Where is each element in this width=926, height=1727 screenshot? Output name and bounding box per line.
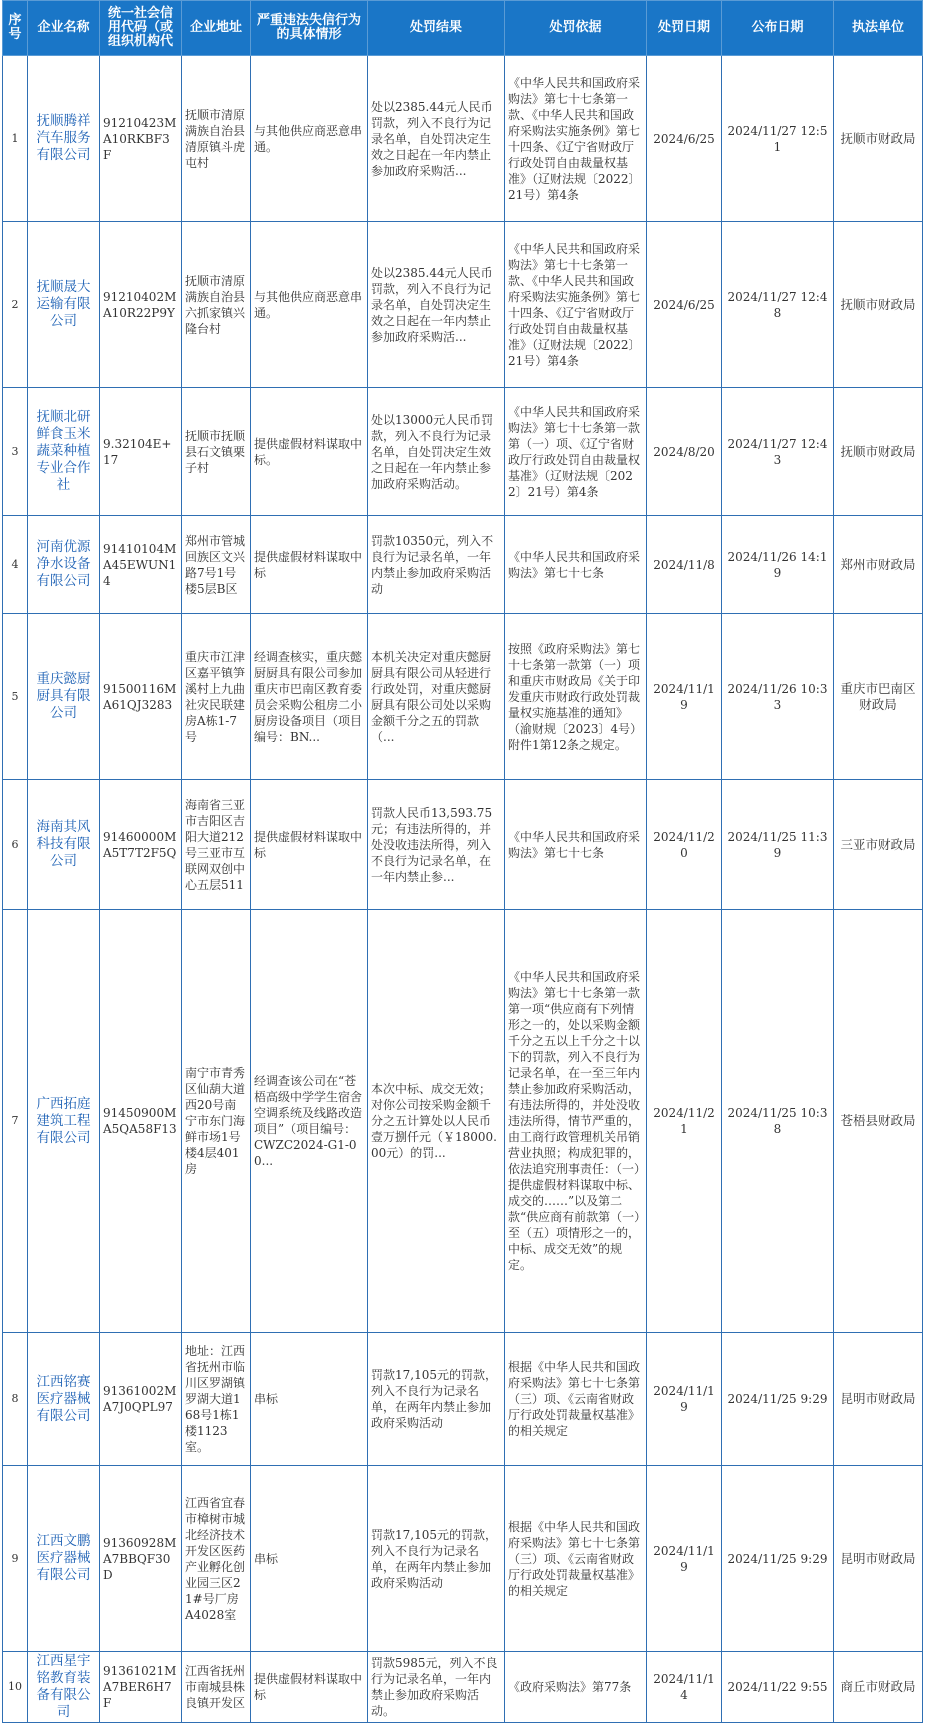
cell-result: 本次中标、成交无效；对你公司按采购金额千分之五计算处以人民币壹万捌仟元（￥18000.00元）的罚... — [368, 910, 505, 1333]
cell-penalty-date: 2024/11/20 — [647, 780, 722, 910]
cell-penalty-date: 2024/11/14 — [647, 1652, 722, 1723]
cell-situation: 提供虚假材料谋取中标 — [251, 780, 368, 910]
header-address: 企业地址 — [182, 1, 251, 56]
cell-result: 罚款5985元，列入不良行为记录名单，一年内禁止参加政府采购活动。 — [368, 1652, 505, 1723]
cell-credit-code: 91360928MA7BBQF30D — [100, 1466, 182, 1652]
cell-credit-code: 91450900MA5QA58F13 — [100, 910, 182, 1333]
cell-seq: 4 — [3, 516, 28, 614]
table-row — [3, 910, 923, 1333]
header-situation-line2: 的具体情形 — [276, 27, 342, 42]
cell-basis: 《中华人民共和国政府采购法》第七十七条第一款第一项“供应商有下列情形之一的，处以采购金额千分之五以上千分之十以下的罚款，列入不良行为记录名单，在一至三年内禁止参加政府采购活动，有违法所得的，并处没收违法所得，情节严重的，由工商行政管理机关吊销营业执照；构成犯罪的，依法追究刑事责任：（一）提供虚假材料谋取中标、成交的……”以及第二款“供应商有前款第（一）至（五）项情形之一的，中标、成交无效”的规定。 — [505, 910, 647, 1333]
cell-enforcement-unit: 昆明市财政局 — [834, 1466, 923, 1652]
cell-situation: 提供虚假材料谋取中标 — [251, 516, 368, 614]
cell-enforcement-unit: 郑州市财政局 — [834, 516, 923, 614]
cell-situation: 与其他供应商恶意串通。 — [251, 56, 368, 222]
header-name: 企业名称 — [28, 1, 100, 56]
cell-publish-date: 2024/11/27 12:43 — [722, 388, 834, 516]
header-code: 统一社会信用代码（或组织机构代 — [100, 1, 182, 56]
cell-basis: 《中华人民共和国政府采购法》第七十七条第一款第（一）项、《辽宁省财政厅行政处罚自由裁量权基准》（辽财法规〔2022〕21号）第4条 — [505, 388, 647, 516]
cell-company-name[interactable]: 江西文鹏医疗器械有限公司 — [28, 1466, 100, 1652]
cell-address: 抚顺市清原满族自治县清原镇斗虎屯村 — [182, 56, 251, 222]
cell-penalty-date: 2024/11/8 — [647, 516, 722, 614]
cell-company-name[interactable]: 河南优源净水设备有限公司 — [28, 516, 100, 614]
cell-company-name[interactable]: 重庆懿厨厨具有限公司 — [28, 614, 100, 780]
table-row — [3, 614, 923, 780]
cell-publish-date: 2024/11/27 12:51 — [722, 56, 834, 222]
cell-result: 处以13000元人民币罚款，列入不良行为记录名单，自处罚决定生效之日起在一年内禁止参加政府采购活动。 — [368, 388, 505, 516]
cell-basis: 按照《政府采购法》第七十七条第一款第（一）项和重庆市财政局《关于印发重庆市财政行政处罚裁量权实施基准的通知》（渝财规〔2023〕4号）附件1第12条之规定。 — [505, 614, 647, 780]
cell-address: 郑州市管城回族区文兴路7号1号楼5层B区 — [182, 516, 251, 614]
cell-seq: 10 — [3, 1652, 28, 1723]
cell-enforcement-unit: 抚顺市财政局 — [834, 388, 923, 516]
cell-penalty-date: 2024/11/21 — [647, 910, 722, 1333]
header-situation — [251, 1, 368, 56]
cell-enforcement-unit: 三亚市财政局 — [834, 780, 923, 910]
cell-basis: 《中华人民共和国政府采购法》第七十七条第一款、《中华人民共和国政府采购法实施条例》第七十四条、《辽宁省财政厅行政处罚自由裁量权基准》（辽财法规〔2022〕21号）第4条 — [505, 56, 647, 222]
cell-seq: 6 — [3, 780, 28, 910]
cell-situation: 提供虚假材料谋取中标 — [251, 1652, 368, 1723]
cell-enforcement-unit: 重庆市巴南区财政局 — [834, 614, 923, 780]
cell-result: 处以2385.44元人民币罚款，列入不良行为记录名单，自处罚决定生效之日起在一年内禁止参加政府采购活... — [368, 222, 505, 388]
cell-situation: 提供虚假材料谋取中标。 — [251, 388, 368, 516]
cell-seq: 1 — [3, 56, 28, 222]
cell-credit-code: 91361002MA7J0QPL97 — [100, 1333, 182, 1466]
cell-penalty-date: 2024/11/19 — [647, 614, 722, 780]
cell-enforcement-unit: 昆明市财政局 — [834, 1333, 923, 1466]
cell-address: 南宁市青秀区仙葫大道西20号南宁市东门海鲜市场1号楼4层401房 — [182, 910, 251, 1333]
cell-address: 抚顺市清原满族自治县六抓家镇兴隆台村 — [182, 222, 251, 388]
cell-basis: 《中华人民共和国政府采购法》第七十七条第一款、《中华人民共和国政府采购法实施条例》第七十四条、《辽宁省财政厅行政处罚自由裁量权基准》（辽财法规〔2022〕21号）第4条 — [505, 222, 647, 388]
table-header-row — [3, 1, 923, 56]
cell-publish-date: 2024/11/25 9:29 — [722, 1466, 834, 1652]
cell-enforcement-unit: 抚顺市财政局 — [834, 222, 923, 388]
table-row — [3, 1466, 923, 1652]
cell-penalty-date: 2024/11/19 — [647, 1333, 722, 1466]
cell-company-name[interactable]: 江西星宇铭教育装备有限公司 — [28, 1652, 100, 1723]
cell-enforcement-unit: 苍梧县财政局 — [834, 910, 923, 1333]
cell-address: 重庆市江津区嘉平镇笋溪村上九曲社灾民联建房A栋1-7号 — [182, 614, 251, 780]
cell-credit-code: 91460000MA5T7T2F5Q — [100, 780, 182, 910]
table-row — [3, 516, 923, 614]
table-row — [3, 56, 923, 222]
cell-result: 罚款10350元，列入不良行为记录名单，一年内禁止参加政府采购活动 — [368, 516, 505, 614]
header-publish-date: 公布日期 — [722, 1, 834, 56]
cell-situation: 经调查核实，重庆懿厨厨具有限公司参加重庆市巴南区教育委员会采购公租房二小厨房设备项目（项目编号：BN... — [251, 614, 368, 780]
table-row — [3, 388, 923, 516]
cell-situation: 经调查该公司在“苍梧高级中学学生宿舍空调系统及线路改造项目”（项目编号：CWZC2024-G1-00... — [251, 910, 368, 1333]
cell-seq: 8 — [3, 1333, 28, 1466]
cell-result: 罚款人民币13,593.75元；有违法所得的，并处没收违法所得，列入不良行为记录名单，在一年内禁止参... — [368, 780, 505, 910]
header-situation-line1: 严重违法失信行为 — [256, 13, 361, 28]
cell-penalty-date: 2024/8/20 — [647, 388, 722, 516]
cell-penalty-date: 2024/6/25 — [647, 56, 722, 222]
cell-basis: 《中华人民共和国政府采购法》第七十七条 — [505, 516, 647, 614]
cell-publish-date: 2024/11/25 11:39 — [722, 780, 834, 910]
cell-enforcement-unit: 商丘市财政局 — [834, 1652, 923, 1723]
cell-seq: 7 — [3, 910, 28, 1333]
cell-situation: 串标 — [251, 1466, 368, 1652]
cell-enforcement-unit: 抚顺市财政局 — [834, 56, 923, 222]
cell-situation: 串标 — [251, 1333, 368, 1466]
header-penalty-date: 处罚日期 — [647, 1, 722, 56]
cell-company-name[interactable]: 抚顺晟大运输有限公司 — [28, 222, 100, 388]
cell-publish-date: 2024/11/25 10:38 — [722, 910, 834, 1333]
cell-address: 江西省抚州市南城县株良镇开发区 — [182, 1652, 251, 1723]
cell-company-name[interactable]: 抚顺腾祥汽车服务有限公司 — [28, 56, 100, 222]
table-row — [3, 780, 923, 910]
cell-result: 本机关决定对重庆懿厨厨具有限公司从轻进行行政处罚，对重庆懿厨厨具有限公司处以采购金额千分之五的罚款（... — [368, 614, 505, 780]
cell-company-name[interactable]: 抚顺北研鲜食玉米蔬菜种植专业合作社 — [28, 388, 100, 516]
header-result: 处罚结果 — [368, 1, 505, 56]
table-row — [3, 1333, 923, 1466]
cell-address: 地址：江西省抚州市临川区罗湖镇罗湖大道168号1栋1楼1123室。 — [182, 1333, 251, 1466]
cell-publish-date: 2024/11/26 14:19 — [722, 516, 834, 614]
header-seq: 序号 — [3, 1, 28, 56]
cell-publish-date: 2024/11/22 9:55 — [722, 1652, 834, 1723]
table-row — [3, 222, 923, 388]
cell-penalty-date: 2024/11/19 — [647, 1466, 722, 1652]
cell-basis: 根据《中华人民共和国政府采购法》第七十七条第（三）项、《云南省财政厅行政处罚裁量权基准》的相关规定 — [505, 1333, 647, 1466]
cell-credit-code: 9.32104E+17 — [100, 388, 182, 516]
cell-company-name[interactable]: 海南其风科技有限公司 — [28, 780, 100, 910]
header-basis: 处罚依据 — [505, 1, 647, 56]
cell-credit-code: 91210423MA10RKBF3F — [100, 56, 182, 222]
cell-seq: 9 — [3, 1466, 28, 1652]
penalty-table — [2, 0, 923, 1723]
cell-address: 海南省三亚市吉阳区吉阳大道212号三亚市互联网双创中心五层511 — [182, 780, 251, 910]
cell-credit-code: 91210402MA10R22P9Y — [100, 222, 182, 388]
cell-company-name[interactable]: 广西拓庭建筑工程有限公司 — [28, 910, 100, 1333]
cell-credit-code: 91361021MA7BER6H7F — [100, 1652, 182, 1723]
cell-basis: 《中华人民共和国政府采购法》第七十七条 — [505, 780, 647, 910]
cell-basis: 《政府采购法》第77条 — [505, 1652, 647, 1723]
cell-address: 抚顺市抚顺县石文镇栗子村 — [182, 388, 251, 516]
cell-result: 罚款17,105元的罚款，列入不良行为记录名单，在两年内禁止参加政府采购活动 — [368, 1466, 505, 1652]
cell-address: 江西省宜春市樟树市城北经济技术开发区医药产业孵化创业园三区21#号厂房A4028室 — [182, 1466, 251, 1652]
cell-company-name[interactable]: 江西铭赛医疗器械有限公司 — [28, 1333, 100, 1466]
cell-credit-code: 91410104MA45EWUN14 — [100, 516, 182, 614]
cell-penalty-date: 2024/6/25 — [647, 222, 722, 388]
cell-result: 处以2385.44元人民币罚款，列入不良行为记录名单，自处罚决定生效之日起在一年内禁止参加政府采购活... — [368, 56, 505, 222]
cell-seq: 2 — [3, 222, 28, 388]
cell-seq: 5 — [3, 614, 28, 780]
table-row — [3, 1652, 923, 1723]
cell-result: 罚款17,105元的罚款，列入不良行为记录名单，在两年内禁止参加政府采购活动 — [368, 1333, 505, 1466]
cell-basis: 根据《中华人民共和国政府采购法》第七十七条第（三）项、《云南省财政厅行政处罚裁量权基准》的相关规定 — [505, 1466, 647, 1652]
cell-publish-date: 2024/11/25 9:29 — [722, 1333, 834, 1466]
cell-situation: 与其他供应商恶意串通。 — [251, 222, 368, 388]
cell-publish-date: 2024/11/27 12:48 — [722, 222, 834, 388]
cell-seq: 3 — [3, 388, 28, 516]
header-unit: 执法单位 — [834, 1, 923, 56]
cell-publish-date: 2024/11/26 10:33 — [722, 614, 834, 780]
cell-credit-code: 91500116MA61QJ3283 — [100, 614, 182, 780]
